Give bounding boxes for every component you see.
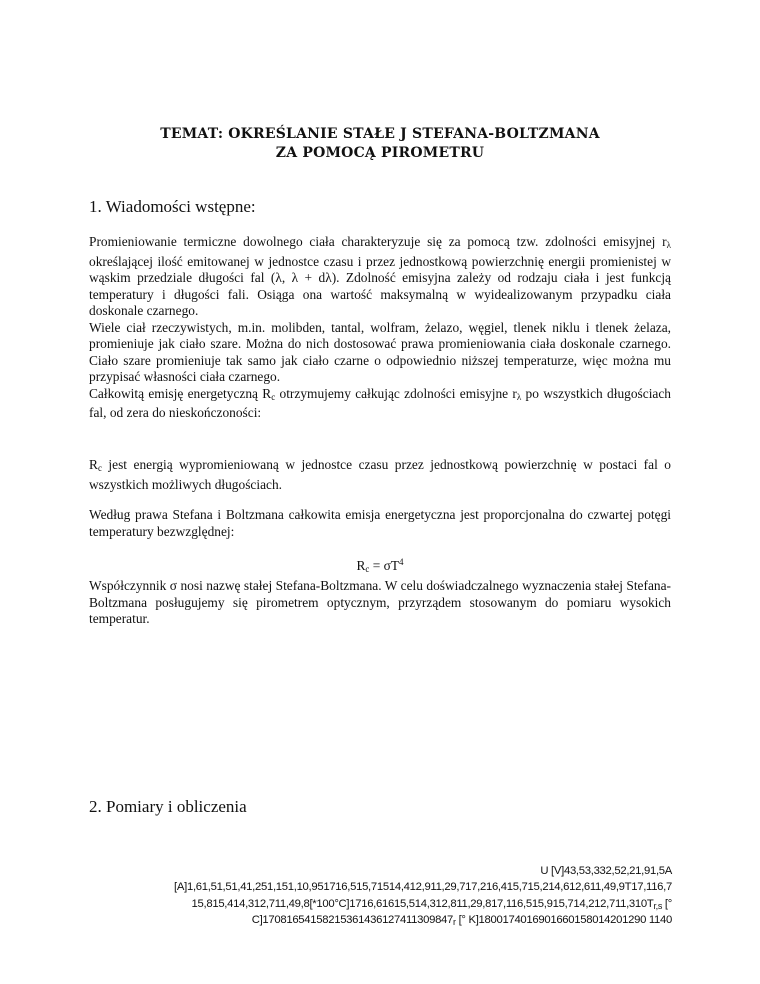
stefan-law-paragraph: Według prawa Stefana i Boltzmana całkowita emisja energetyczna jest proporcjonalna do czwartej potęgi temperatury bezwzględnej: <box>89 507 671 539</box>
total-emission-paragraph: $R_c$ jest energią wypromieniowaną w jednostce czasu przez jednostkową powierzchnię w postaci fal o wszystkich możliwych długościach. <box>89 457 671 492</box>
measurement-line-2: [A]1,61,51,51,41,251,151,10,951716,515,71514,412,911,29,717,216,415,715,214,612,611,49,9T17,116,7 <box>174 881 672 893</box>
section-2-heading: 2. Pomiary i obliczenia <box>89 797 247 816</box>
title-line-2: ZA POMOCĄ PIROMETRU <box>275 145 485 161</box>
section-1-heading: 1. Wiadomości wstępne: <box>89 197 256 216</box>
title-line-1: TEMAT: OKREŚLANIE STAŁE J STEFANA-BOLTZMANA <box>160 126 600 142</box>
measurement-line-3: $15,815,414,312,711,49,8[*100^\circ C]1716,61615,514,312,811,29,817,116,515,915,714,212,711,310T_{r,s}$ [° <box>191 898 672 911</box>
measurement-line-1: U [V]43,53,332,52,21,91,5A <box>540 865 672 877</box>
measurement-line-4: $C]17081654158215361436127411309847_r$ [° K]1800174016901660158014201290 1140 <box>251 914 672 927</box>
coefficient-paragraph: Współczynnik σ nosi nazwę stałej Stefana-Boltzmana. W celu doświadczalnego wyznaczenia stałej Stefana-Boltzmana posługujemy się pirometrem optycznym, przyrządem stosowanym do pomiaru wysokich temperatur. <box>89 578 671 626</box>
intro-paragraph: Promieniowanie termiczne dowolnego ciała charakteryzuje się za pomocą tzw. zdolności emisyjnej $r_\lambda$ określającej ilość emitowanej w jednostce czasu i przez jednostkową powierzchnię energii promienistej w wąskim przedziale długości fal (λ, λ + dλ). Zdolność emisyjna zależy od rodzaju ciała i jest funkcją temperatury i długości fali. Osiąga ona wartość maksymalną w wyidealizowanym przypadku ciała doskonale czarnego. Wiele ciał rzeczywistych, m.in. molibden, tantal, wolfram, żelazo, węgiel, tlenek niklu i tlenek żelaza, promieniuje jak ciało szare. Można do nich dostosować prawa promieniowania ciała doskonale czarnego. Ciało szare promieniuje tak samo jak ciało czarne o odpowiednio niższej temperaturze, więc można mu przypisać własności ciała czarnego. Całkowitą emisję energetyczną $R_c$ otrzymujemy całkując zdolności emisyjne $r_\lambda$ po wszystkich długościach fal, od zera do nieskończoności: <box>89 234 671 420</box>
stefan-boltzmann-formula: $R_c = \sigma T^4$ <box>356 557 404 574</box>
